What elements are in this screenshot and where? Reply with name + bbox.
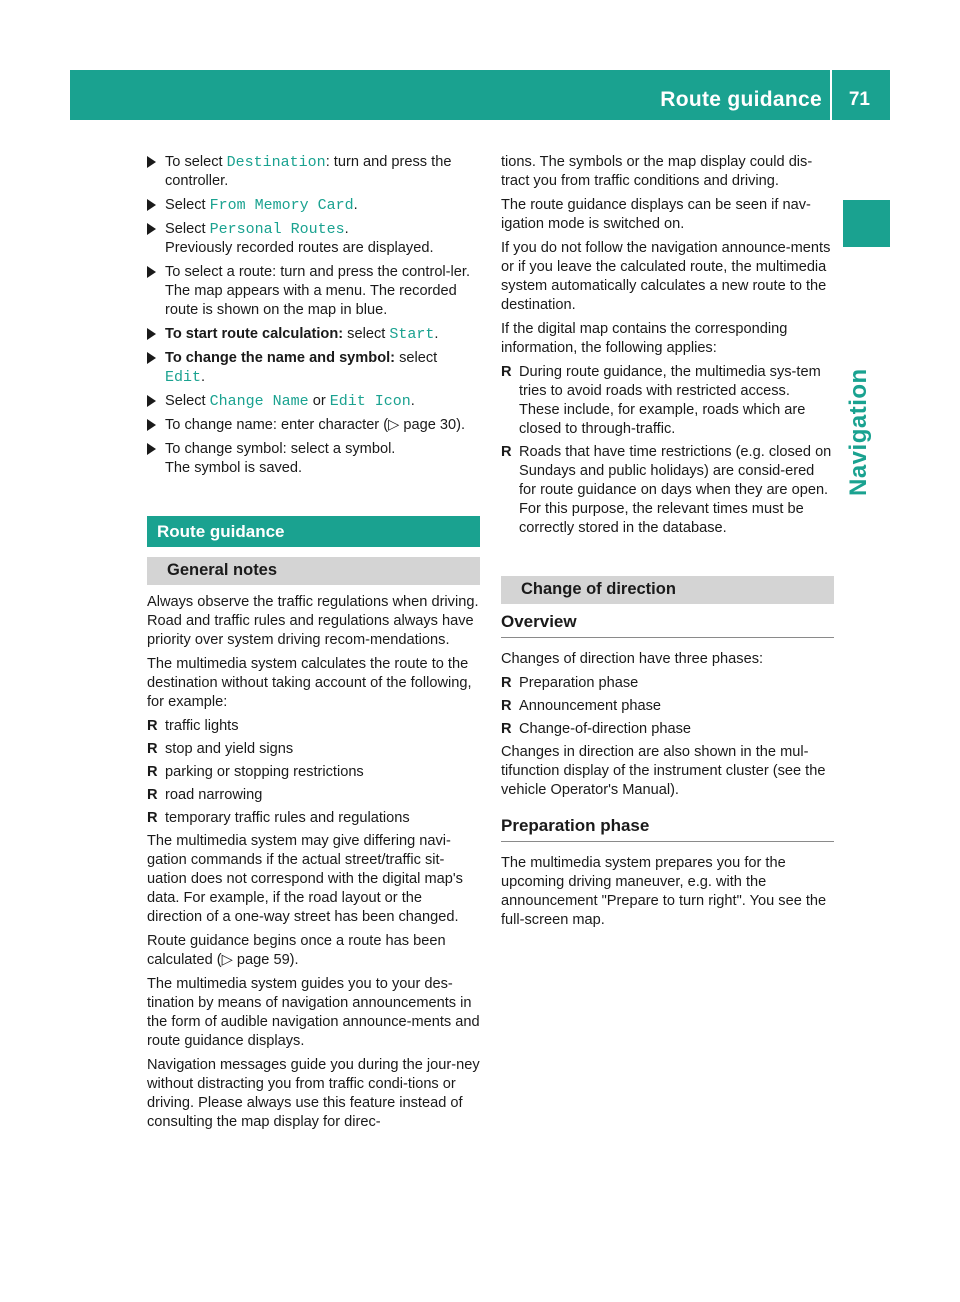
list-item	[501, 674, 834, 693]
step-text: To change symbol: select a symbol.	[165, 441, 396, 457]
list-item-text: road narrowing	[165, 787, 263, 803]
list-item-text: traffic lights	[165, 718, 239, 734]
paragraph: tions. The symbols or the map display could dis-tract you from traffic conditions and driving.	[501, 154, 813, 189]
step-start-calculation	[147, 325, 480, 344]
paragraph: Changes of direction have three phases:	[501, 651, 764, 667]
step-text: : turn and press the controller.	[165, 154, 452, 189]
left-column	[147, 153, 480, 1137]
step-text: To select a route: turn and press the control-ler.	[165, 264, 471, 280]
menu-item-destination: Destination	[226, 154, 326, 171]
heading-overview: Overview	[501, 612, 834, 638]
list-item-text: Announcement phase	[519, 698, 661, 714]
step-select-destination	[147, 153, 480, 191]
step-select-route	[147, 263, 480, 320]
subsection-heading-general-notes: General notes	[147, 557, 480, 585]
paragraph: Navigation messages guide you during the jour-ney without distracting you from traffic condi-tions or driving. Please always use this feature instead of consulting the map display for direc-	[147, 1057, 480, 1130]
step-arrow-icon	[147, 443, 156, 455]
step-arrow-icon	[147, 395, 156, 407]
step-arrow-icon	[147, 419, 156, 431]
step-text: select	[395, 350, 438, 366]
page-number: 71	[848, 89, 870, 110]
step-text: or	[308, 393, 330, 409]
paragraph: The multimedia system prepares you for the upcoming driving maneuver, e.g. with the announcement "Prepare to turn right". You see the full-screen map.	[501, 855, 827, 928]
list-item	[501, 720, 834, 739]
bullet-icon: R	[147, 787, 158, 803]
bullet-icon: R	[501, 675, 512, 691]
step-result: The symbol is saved.	[165, 460, 303, 476]
paragraph: The multimedia system may give differing navi-gation commands if the actual street/traffic sit-uation does not correspond with the digital map's data. For example, if the road layout or the direction of a one-way street has been changed.	[147, 833, 463, 925]
step-text: .	[201, 369, 206, 385]
paragraph-text: Route guidance begins once a route has been calculated (	[147, 933, 446, 968]
bullet-icon: R	[147, 741, 158, 757]
bullet-icon: R	[147, 718, 158, 734]
step-text: To change name: enter character (	[165, 417, 389, 433]
bullet-icon: R	[501, 721, 512, 737]
paragraph: If you do not follow the navigation announce-ments or if you leave the calculated route, the multimedia system automatically calculates a new route to the destination.	[501, 240, 831, 313]
section-heading-route-guidance: Route guidance	[147, 516, 480, 547]
step-from-memory-card	[147, 196, 480, 215]
header-divider	[830, 70, 832, 120]
paragraph: Always observe the traffic regulations when driving. Road and traffic rules and regulations always have priority over system driving recom-mendations.	[147, 594, 479, 648]
bullet-icon: R	[147, 764, 158, 780]
menu-item-personal-routes: Personal Routes	[209, 221, 345, 238]
paragraph-text: page 59).	[232, 952, 299, 968]
list-item-text: parking or stopping restrictions	[165, 764, 364, 780]
step-arrow-icon	[147, 156, 156, 168]
step-text: .	[434, 326, 439, 342]
step-enter-name	[147, 416, 480, 435]
list-item-text: temporary traffic rules and regulations	[165, 810, 410, 826]
menu-item-start: Start	[389, 326, 435, 343]
step-arrow-icon	[147, 266, 156, 278]
step-text: .	[353, 197, 358, 213]
step-text: Select	[165, 197, 210, 213]
step-result: Previously recorded routes are displayed.	[165, 240, 434, 256]
paragraph: The multimedia system calculates the route to the destination without taking account of the following, for example:	[147, 656, 472, 710]
page-ref-icon: ▷	[221, 952, 233, 968]
menu-item-edit: Edit	[165, 369, 202, 386]
step-arrow-icon	[147, 352, 156, 364]
menu-item-change-name: Change Name	[209, 393, 309, 410]
paragraph: If the digital map contains the corresponding information, the following applies:	[501, 321, 788, 356]
paragraph: Changes in direction are also shown in the mul-tifunction display of the instrument cluster (see the vehicle Operator's Manual).	[501, 744, 826, 798]
list-item	[501, 443, 834, 538]
list-item	[147, 763, 480, 782]
step-bold-label: To change the name and symbol:	[165, 350, 396, 366]
list-item	[501, 363, 834, 439]
header-bar	[70, 70, 890, 120]
step-change-name-symbol	[147, 349, 480, 387]
step-arrow-icon	[147, 223, 156, 235]
bullet-icon: R	[501, 444, 512, 460]
paragraph	[147, 932, 480, 970]
step-result: The map appears with a menu. The recorded route is shown on the map in blue.	[165, 283, 457, 318]
step-text: .	[410, 393, 415, 409]
right-column	[501, 153, 834, 935]
menu-item-from-memory-card: From Memory Card	[209, 197, 354, 214]
step-change-name-or-icon	[147, 392, 480, 411]
list-item-text: Change-of-direction phase	[519, 721, 691, 737]
list-item	[147, 786, 480, 805]
bullet-icon: R	[501, 698, 512, 714]
step-text: page 30).	[399, 417, 466, 433]
subsection-heading-change-of-direction: Change of direction	[501, 576, 834, 604]
section-tab	[843, 200, 890, 247]
list-item-text: stop and yield signs	[165, 741, 294, 757]
list-item-text: During route guidance, the multimedia sys-tem tries to avoid roads with restricted access. These include, for example, roads which are closed to through-traffic.	[519, 364, 821, 437]
step-personal-routes	[147, 220, 480, 258]
list-item	[147, 809, 480, 828]
page-ref-icon: ▷	[388, 417, 400, 433]
menu-item-edit-icon: Edit Icon	[329, 393, 411, 410]
step-text: To select	[165, 154, 227, 170]
step-text: Select	[165, 221, 210, 237]
list-item	[147, 717, 480, 736]
list-item-text: Roads that have time restrictions (e.g. closed on Sundays and public holidays) are consid-ered for route guidance on days when they are open. For this purpose, the relevant times must be correctly stored in the database.	[519, 444, 832, 536]
step-text: select	[343, 326, 390, 342]
list-item	[501, 697, 834, 716]
step-text: .	[344, 221, 349, 237]
heading-preparation-phase: Preparation phase	[501, 816, 834, 842]
list-item	[147, 740, 480, 759]
step-text: Select	[165, 393, 210, 409]
page-title: Route guidance	[660, 88, 822, 111]
step-bold-label: To start route calculation:	[165, 326, 344, 342]
paragraph: The route guidance displays can be seen if nav-igation mode is switched on.	[501, 197, 811, 232]
list-item-text: Preparation phase	[519, 675, 639, 691]
step-arrow-icon	[147, 199, 156, 211]
paragraph: The multimedia system guides you to your des-tination by means of navigation announcements in the form of audible navigation announce-ments and route guidance displays.	[147, 976, 480, 1049]
side-section-label-text: Navigation	[845, 368, 872, 496]
bullet-icon: R	[147, 810, 158, 826]
step-arrow-icon	[147, 328, 156, 340]
step-change-symbol	[147, 440, 480, 478]
bullet-icon: R	[501, 364, 512, 380]
